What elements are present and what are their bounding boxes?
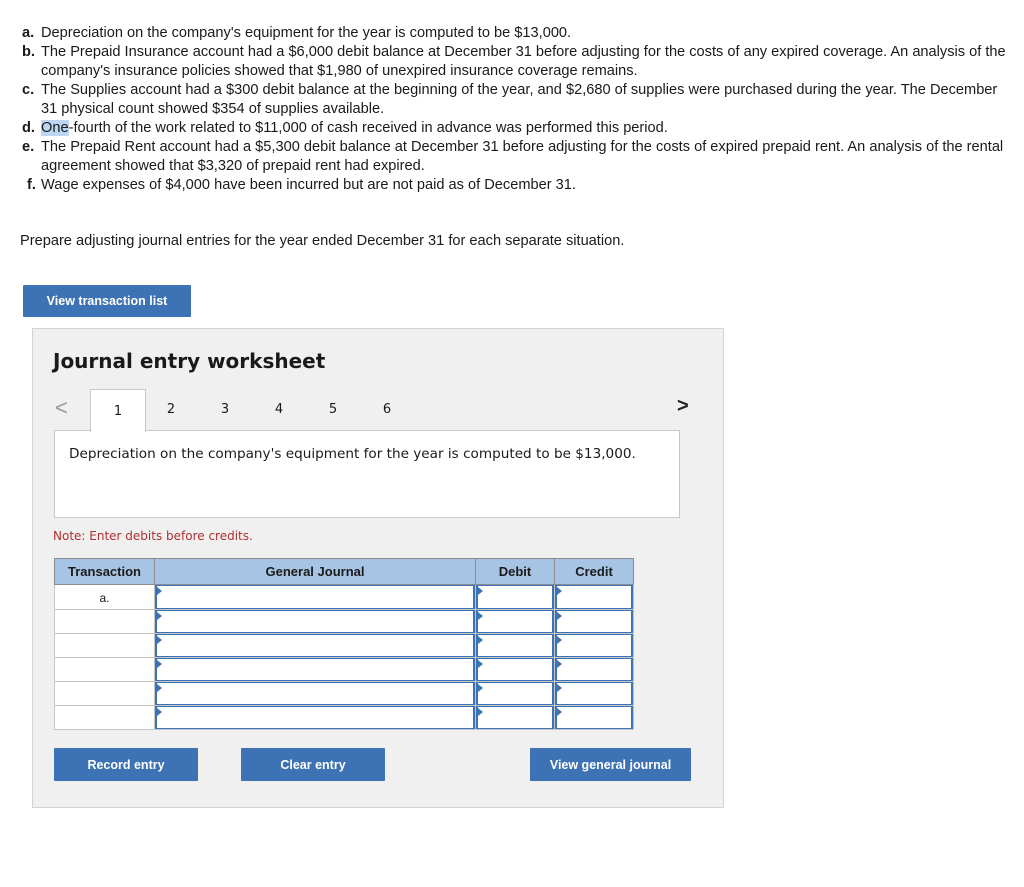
credit-input[interactable] <box>555 634 633 657</box>
debit-input[interactable] <box>476 634 554 657</box>
debit-input[interactable] <box>476 658 554 681</box>
account-input[interactable] <box>155 585 475 609</box>
account-input[interactable] <box>155 682 475 705</box>
transaction-cell <box>55 658 155 682</box>
tab-2[interactable]: 2 <box>166 401 176 417</box>
account-input[interactable] <box>155 610 475 633</box>
record-entry-button[interactable]: Record entry <box>54 748 198 781</box>
debit-input[interactable] <box>476 610 554 633</box>
tab-3[interactable]: 3 <box>220 401 230 417</box>
problem-item-b: b. The Prepaid Insurance account had a $6,000 debit balance at December 31 before adjusting for the costs of any expired coverage. An analysis of the company's insurance policies showed that $1,980 of unexpired insurance coverage remains. <box>22 44 1006 79</box>
clear-entry-button[interactable]: Clear entry <box>241 748 385 781</box>
previous-arrow-icon[interactable]: < <box>55 395 68 420</box>
text-selection-highlight: One <box>41 120 69 136</box>
credit-column-header: Credit <box>555 559 634 585</box>
transaction-cell <box>55 634 155 658</box>
table-row <box>55 682 634 706</box>
table-row <box>55 634 634 658</box>
credit-input[interactable] <box>555 658 633 681</box>
transaction-cell: a. <box>55 585 155 610</box>
debit-input[interactable] <box>476 585 554 609</box>
problem-item-d: d. One-fourth of the work related to $11,000 of cash received in advance was performed this period. <box>22 120 668 136</box>
problem-item-c: c. The Supplies account had a $300 debit balance at the beginning of the year, and $2,680 of supplies were purchased during the year. The December 31 physical count showed $354 of supplies available. <box>22 82 998 117</box>
debit-column-header: Debit <box>476 559 555 585</box>
table-row <box>55 706 634 730</box>
transaction-cell <box>55 706 155 730</box>
tab-5[interactable]: 5 <box>328 401 338 417</box>
credit-input[interactable] <box>555 706 633 729</box>
transaction-column-header: Transaction <box>55 559 155 585</box>
journal-entry-worksheet-panel <box>32 328 724 808</box>
worksheet-title: Journal entry worksheet <box>53 349 326 373</box>
tab-6[interactable]: 6 <box>382 401 392 417</box>
problem-item-a: a. Depreciation on the company's equipment for the year is computed to be $13,000. <box>22 25 572 41</box>
instruction-text: Prepare adjusting journal entries for the year ended December 31 for each separate situation. <box>20 233 625 249</box>
transaction-cell <box>55 610 155 634</box>
account-input[interactable] <box>155 706 475 729</box>
account-input[interactable] <box>155 634 475 657</box>
journal-table <box>54 558 634 730</box>
transaction-cell <box>55 682 155 706</box>
entry-note: Note: Enter debits before credits. <box>53 529 253 543</box>
account-input[interactable] <box>155 658 475 681</box>
view-transaction-list-button[interactable]: View transaction list <box>23 285 191 317</box>
credit-input[interactable] <box>555 585 633 609</box>
problem-statement <box>22 24 1017 195</box>
problem-item-e: e. The Prepaid Rent account had a $5,300 debit balance at December 31 before adjusting for the costs of expired prepaid rent. An analysis of the rental agreement showed that $3,320 of prepaid rent had expired. <box>22 139 1004 174</box>
next-arrow-icon[interactable]: > <box>677 395 689 417</box>
table-row <box>55 585 634 610</box>
transaction-description: Depreciation on the company's equipment for the year is computed to be $13,000. <box>54 430 680 518</box>
debit-input[interactable] <box>476 706 554 729</box>
credit-input[interactable] <box>555 682 633 705</box>
debit-input[interactable] <box>476 682 554 705</box>
journal-header-row <box>55 559 634 585</box>
tab-1[interactable]: 1 <box>90 389 146 432</box>
table-row <box>55 658 634 682</box>
tab-4[interactable]: 4 <box>274 401 284 417</box>
general-journal-column-header: General Journal <box>155 559 476 585</box>
problem-item-f: f. Wage expenses of $4,000 have been incurred but are not paid as of December 31. <box>27 177 576 193</box>
view-general-journal-button[interactable]: View general journal <box>530 748 691 781</box>
table-row <box>55 610 634 634</box>
credit-input[interactable] <box>555 610 633 633</box>
